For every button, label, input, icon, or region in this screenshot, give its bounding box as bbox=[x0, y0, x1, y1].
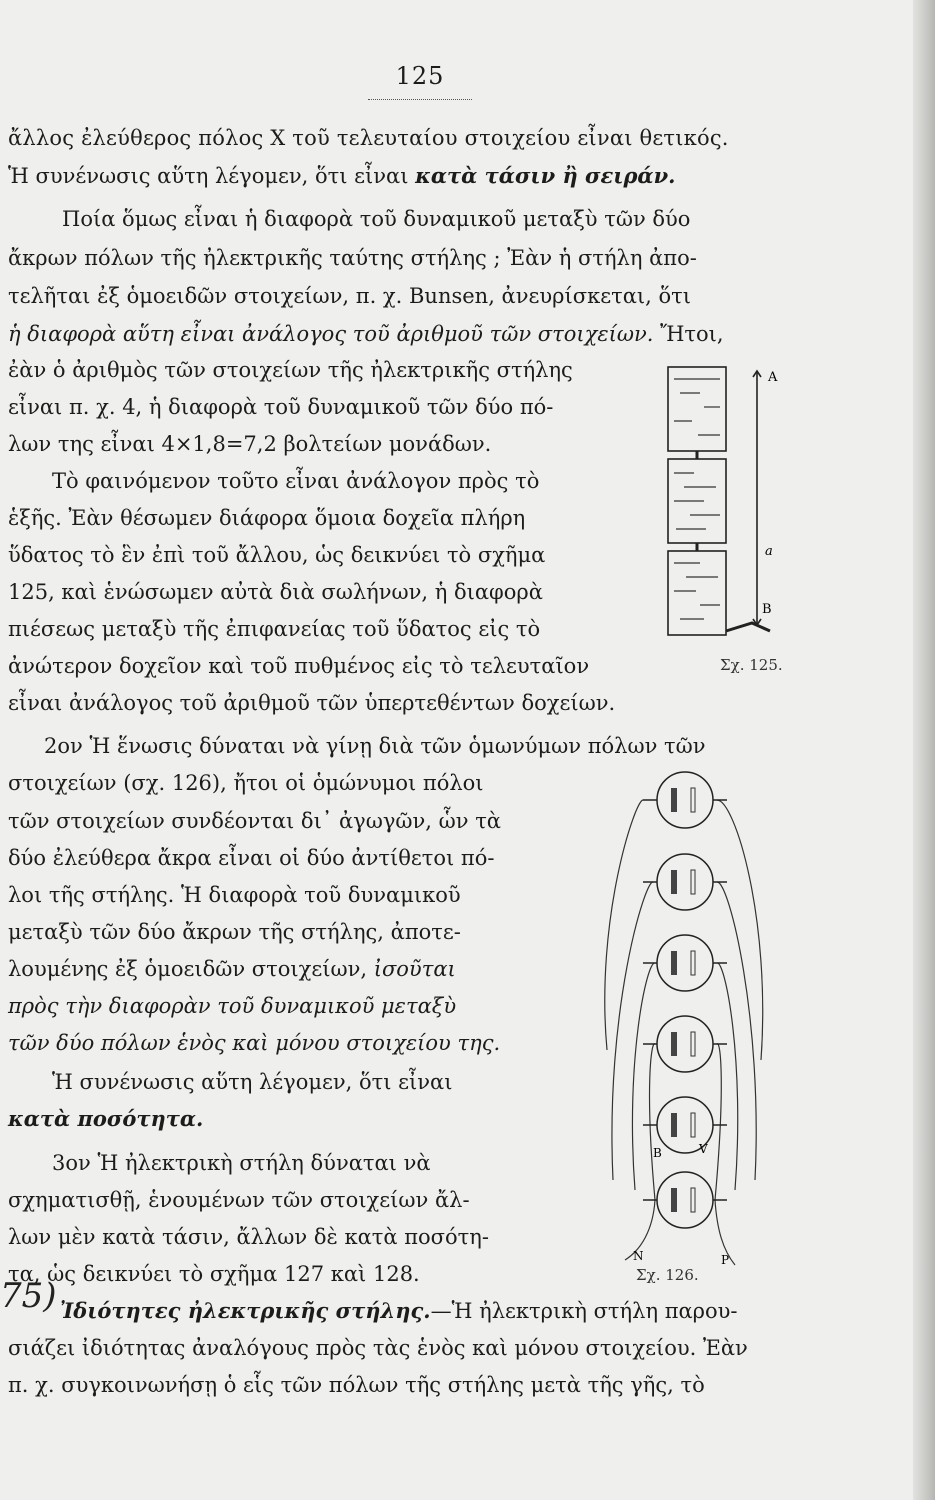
page-number: 125 bbox=[395, 62, 445, 90]
text-line-13: 125, καὶ ἑνώσωμεν αὐτὰ διὰ σωλήνων, ἡ διαφορὰ bbox=[8, 580, 543, 604]
text-line-15: ἀνώτερον δοχεῖον καὶ τοῦ πυθμένος εἰς τὸ τελευταῖον bbox=[8, 654, 590, 678]
text-line-2 bbox=[8, 163, 675, 189]
header-rule bbox=[368, 99, 472, 100]
text-line-14: πιέσεως μεταξὺ τῆς ἐπιφανείας τοῦ ὕδατος εἰς τὸ bbox=[8, 617, 541, 641]
term-quantity: κατὰ ποσότητα. bbox=[8, 1106, 204, 1131]
fig126-label-v: V bbox=[699, 1142, 708, 1156]
figure-125-vessels bbox=[660, 355, 795, 655]
text-line-3: Ποία ὅμως εἶναι ἡ διαφορὰ τοῦ δυναμικοῦ μεταξὺ τῶν δύο bbox=[62, 207, 691, 231]
fig125-label-top: A bbox=[768, 370, 778, 385]
text-line-6 bbox=[8, 321, 724, 347]
fig125-label-b: B bbox=[762, 602, 772, 617]
text-line-12: ὕδατος τὸ ἓν ἐπὶ τοῦ ἄλλου, ὡς δεικνύει τὸ σχῆμα bbox=[8, 543, 546, 567]
text-line-6-end: Ἤτοι, bbox=[653, 322, 724, 346]
text-line-23 bbox=[8, 956, 456, 982]
fig126-label-n: N bbox=[633, 1249, 644, 1263]
text-line-25: τῶν δύο πόλων ἑνὸς καὶ μόνου στοιχείου της. bbox=[8, 1031, 501, 1055]
text-line-10: Τὸ φαινόμενον τοῦτο εἶναι ἀνάλογον πρὸς τὸ bbox=[52, 469, 540, 493]
text-line-16: εἶναι ἀνάλογος τοῦ ἀριθμοῦ τῶν ὑπερτεθέντων δοχείων. bbox=[8, 691, 616, 715]
text-line-18: στοιχείων (σχ. 126), ἤτοι οἱ ὁμώνυμοι πόλοι bbox=[8, 771, 484, 795]
figure-126-caption: Σχ. 126. bbox=[636, 1266, 699, 1284]
page-edge-shadow bbox=[913, 0, 935, 1500]
text-line-22: μεταξὺ τῶν δύο ἄκρων τῆς στήλης, ἀποτε- bbox=[8, 920, 461, 944]
fig126-label-b: B bbox=[653, 1146, 662, 1160]
text-line-5: τελῆται ἐξ ὁμοειδῶν στοιχείων, π. χ. Bunsen, ἀνευρίσκεται, ὅτι bbox=[8, 284, 691, 308]
text-line-20: δύο ἐλεύθερα ἄκρα εἶναι οἱ δύο ἀντίθετοι πό- bbox=[8, 846, 495, 870]
text-line-23-start: λουμένης ἐξ ὁμοειδῶν στοιχείων, bbox=[8, 957, 374, 981]
text-line-30: λων μὲν κατὰ τάσιν, ἄλλων δὲ κατὰ ποσότη- bbox=[8, 1225, 489, 1249]
handwritten-margin-note: 75) bbox=[0, 1276, 57, 1316]
figure-125-caption: Σχ. 125. bbox=[720, 656, 783, 674]
text-line-26: Ἡ συνένωσις αὕτη λέγομεν, ὅτι εἶναι bbox=[52, 1070, 453, 1094]
text-line-33: σιάζει ἰδιότητας ἀναλόγους πρὸς τὰς ἑνὸς καὶ μόνου στοιχείου. Ἐὰν bbox=[8, 1336, 748, 1360]
text-line-29: σχηματισθῇ, ἑνουμένων τῶν στοιχείων ἄλ- bbox=[8, 1188, 470, 1212]
text-line-7: ἐὰν ὁ ἀριθμὸς τῶν στοιχείων τῆς ἠλεκτρικῆς στήλης bbox=[8, 358, 573, 382]
vessel-top bbox=[668, 367, 726, 451]
text-line-28: 3ον Ἡ ἠλεκτρικὴ στήλη δύναται νὰ bbox=[52, 1151, 431, 1175]
text-line-32 bbox=[60, 1298, 738, 1324]
text-line-19: τῶν στοιχείων συνδέονται δι᾽ ἀγωγῶν, ὧν τὰ bbox=[8, 809, 501, 833]
term-series: κατὰ τάσιν ἢ σειράν. bbox=[415, 163, 676, 188]
text-line-32-end: —Ἡ ἠλεκτρικὴ στήλη παρου- bbox=[430, 1299, 738, 1323]
text-line-31: τα, ὡς δεικνύει τὸ σχῆμα 127 καὶ 128. bbox=[8, 1262, 420, 1286]
text-line-2-start: Ἡ συνένωσις αὕτη λέγομεν, ὅτι εἶναι bbox=[8, 164, 416, 188]
text-line-24: πρὸς τὴν διαφορὰν τοῦ δυναμικοῦ μεταξὺ bbox=[8, 994, 457, 1018]
text-line-34: π. χ. συγκοινωνήσῃ ὁ εἷς τῶν πόλων τῆς στήλης μετὰ τῆς γῆς, τὸ bbox=[8, 1373, 705, 1397]
text-line-6-italic: ἡ διαφορὰ αὕτη εἶναι ἀνάλογος τοῦ ἀριθμοῦ τῶν στοιχείων. bbox=[8, 322, 654, 346]
figure-126-parallel-cells bbox=[595, 760, 775, 1280]
text-line-8: εἶναι π. χ. 4, ἡ διαφορὰ τοῦ δυναμικοῦ τῶν δύο πό- bbox=[8, 395, 554, 419]
fig125-label-a: a bbox=[765, 544, 773, 559]
text-line-9: λων της εἶναι 4×1,8=7,2 βολτείων μονάδων. bbox=[8, 432, 492, 456]
text-line-4: ἄκρων πόλων τῆς ἠλεκτρικῆς ταύτης στήλης ; Ἐὰν ἡ στήλη ἀπο- bbox=[8, 246, 697, 270]
text-line-11: ἑξῆς. Ἐὰν θέσωμεν διάφορα ὅμοια δοχεῖα πλήρη bbox=[8, 506, 526, 530]
text-line-21: λοι τῆς στήλης. Ἡ διαφορὰ τοῦ δυναμικοῦ bbox=[8, 883, 461, 907]
fig126-label-p: P bbox=[721, 1253, 730, 1267]
text-line-17: 2ον Ἡ ἕνωσις δύναται νὰ γίνῃ διὰ τῶν ὁμωνύμων πόλων τῶν bbox=[44, 734, 706, 758]
section-heading: Ἰδιότητες ἠλεκτρικῆς στήλης. bbox=[60, 1298, 431, 1323]
text-line-23-italic: ἰσοῦται bbox=[373, 957, 456, 981]
text-line-1: ἄλλος ἐλεύθερος πόλος X τοῦ τελευταίου στοιχείου εἶναι θετικός. bbox=[8, 126, 729, 150]
